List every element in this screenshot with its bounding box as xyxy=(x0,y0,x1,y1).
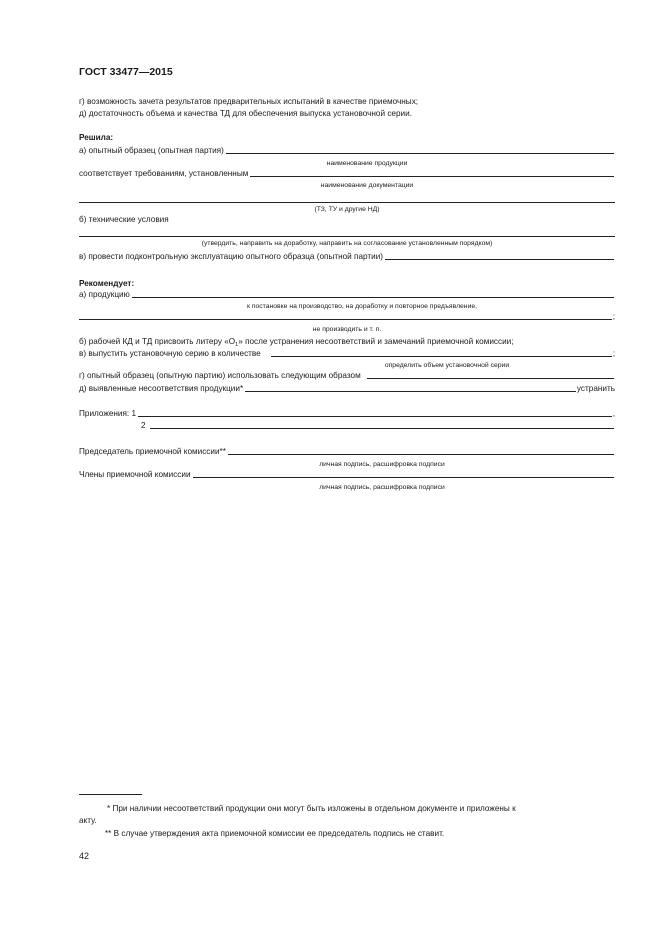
resolved-conforms xyxy=(79,169,615,179)
resolved-conforms-label: соответствует требованиям, установленным xyxy=(79,169,249,178)
recommends-g-label: г) опытный образец (опытную партию) использовать следующим образом xyxy=(79,371,361,380)
resolved-conforms-field-line xyxy=(250,176,614,177)
footnote-1-line-2: акту. xyxy=(79,816,97,825)
recommends-heading: Рекомендует: xyxy=(79,279,135,288)
resolved-v-label: в) провести подконтрольную эксплуатацию опытного образца (опытной партии) xyxy=(79,252,384,261)
resolved-docs-caption: (ТЗ, ТУ и другие НД) xyxy=(314,206,380,213)
resolved-conforms-caption: наименование документации xyxy=(320,182,414,189)
resolved-b-field-line xyxy=(79,236,615,237)
resolved-a-caption: наименование продукции xyxy=(326,160,408,167)
intro-item-d: д) достаточность объема и качества ТД для обеспечения выпуска установочной серии. xyxy=(79,109,412,118)
resolved-item-a xyxy=(79,146,615,156)
signature-chair-field-line xyxy=(228,454,614,455)
recommends-a-caption: к постановке на производство, на доработку и повторное предъявление, xyxy=(246,303,478,310)
resolved-a-field-line xyxy=(226,153,614,154)
attachments-1-field-line xyxy=(138,416,612,417)
recommends-item-a xyxy=(79,290,615,300)
recommends-d-end: устранить xyxy=(576,384,615,393)
attachments-1-end: , xyxy=(612,409,615,418)
recommends-b-text-before: б) рабочей КД и ТД присвоить литеру «О xyxy=(79,337,236,346)
recommends-d-label: д) выявленные несоответствия продукции* xyxy=(79,384,244,393)
recommends-v-caption: определить объем установочной серии xyxy=(384,362,510,369)
recommends-item-g xyxy=(79,371,615,381)
signature-members-label: Члены приемочной комиссии xyxy=(79,470,191,479)
resolved-heading: Решила: xyxy=(79,133,114,142)
attachments-item-2 xyxy=(141,421,615,431)
recommends-b-subscript: 1 xyxy=(235,342,239,348)
recommends-v-label: в) выпустить установочную серию в количестве xyxy=(79,349,261,358)
footnote-separator xyxy=(79,794,142,795)
resolved-b-caption: (утвердить, направить на доработку, направить на согласование установленным порядком) xyxy=(201,240,493,247)
recommends-v-end: ; xyxy=(612,349,615,358)
recommends-b-text-after: » после устранения несоответствий и замечаний приемочной комиссии; xyxy=(238,337,514,346)
attachments-num-2: 2 xyxy=(141,421,146,430)
recommends-a2-caption: не производить и т. п. xyxy=(312,326,382,333)
recommends-a2-field-line xyxy=(79,319,612,320)
attachments-item-1 xyxy=(79,409,615,419)
attachments-2-field-line xyxy=(150,428,614,429)
signature-members-caption: личная подпись, расшифровка подписи xyxy=(319,484,445,491)
recommends-a2-end: ; xyxy=(612,312,615,321)
attachments-label: Приложения: 1 xyxy=(79,409,137,418)
footnote-2: ** В случае утверждения акта приемочной комиссии ее председатель подпись не ставит. xyxy=(105,829,445,838)
signature-chair-label: Председатель приемочной комиссии** xyxy=(79,447,226,456)
recommends-item-d xyxy=(79,384,615,394)
recommends-item-v xyxy=(79,349,615,359)
resolved-v-field-line xyxy=(385,259,614,260)
resolved-docs-field-line xyxy=(79,202,615,203)
signature-chair xyxy=(79,447,615,457)
recommends-d-field-line xyxy=(245,391,576,392)
footnote-1-line-1: * При наличии несоответствий продукции они могут быть изложены в отдельном документе и приложены к xyxy=(107,804,516,813)
recommends-item-a2 xyxy=(79,312,615,322)
document-header: ГОСТ 33477—2015 xyxy=(79,66,173,78)
resolved-a-label: а) опытный образец (опытная партия) xyxy=(79,146,224,155)
recommends-a-field-line xyxy=(132,297,614,298)
signature-members xyxy=(79,470,615,480)
signature-chair-caption: личная подпись, расшифровка подписи xyxy=(319,461,445,468)
page-number: 42 xyxy=(79,851,90,861)
intro-item-g: г) возможность зачета результатов предварительных испытаний в качестве приемочных; xyxy=(79,97,419,106)
signature-members-field-line xyxy=(193,477,614,478)
recommends-g-field-line xyxy=(367,378,614,379)
recommends-a-label: а) продукцию xyxy=(79,290,130,299)
resolved-b-label: б) технические условия xyxy=(79,215,169,224)
resolved-item-v xyxy=(79,252,615,262)
recommends-v-field-line xyxy=(271,356,612,357)
